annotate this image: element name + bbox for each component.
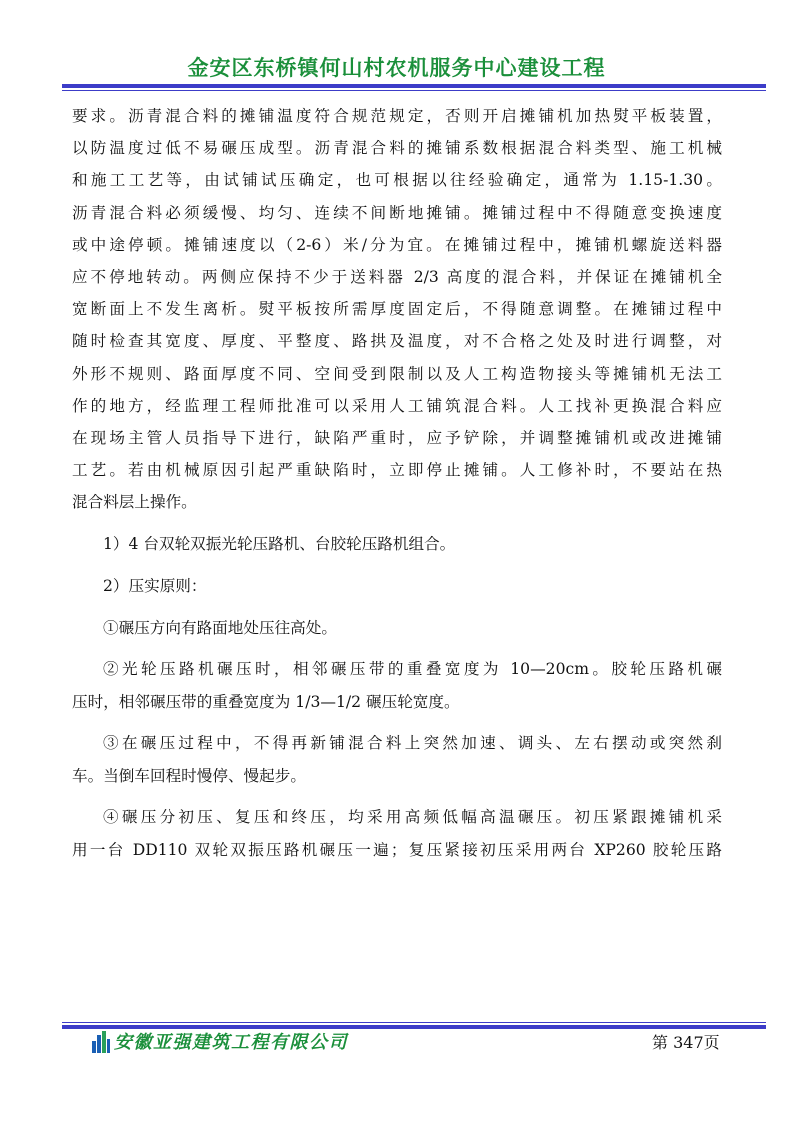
text-line: 外形不规则、路面厚度不同、空间受到限制以及人工构造物接头等摊铺机无法工 (72, 364, 722, 383)
list-item: 2）压实原则： (103, 576, 207, 595)
text-line: 随时检查其宽度、厚度、平整度、路拱及温度，对不合格之处及时进行调整，对 (72, 332, 722, 351)
list-item: 1）4 台双轮双振光轮压路机、台胶轮压路机组合。 (103, 535, 456, 554)
text-line: 工艺。若由机械原因引起严重缺陷时，立即停止摊铺。人工修补时，不要站在热 (72, 461, 722, 480)
text-line: 用一台 DD110 双轮双振压路机碾压一遍；复压紧接初压采用两台 XP260 胶轮压路 (72, 840, 722, 859)
text-line: 车。当倒车回程时慢停、慢起步。 (72, 766, 306, 785)
text-line: 混合料层上操作。 (72, 493, 197, 512)
page-prefix: 第 (652, 1033, 674, 1052)
logo-bar (97, 1035, 101, 1053)
page-suffix: 页 (703, 1033, 720, 1052)
footer-rule-thick (62, 1025, 766, 1029)
list-item: ③在碾压过程中，不得再新铺混合料上突然加速、调头、左右摆动或突然刹 (103, 734, 722, 753)
text-line: 要求。沥青混合料的摊铺温度符合规范规定，否则开启摊铺机加热熨平板装置， (72, 107, 722, 125)
text-line: 压时，相邻碾压带的重叠宽度为 1/3—1/2 碾压轮宽度。 (72, 692, 460, 711)
logo-bar (107, 1039, 110, 1053)
text-line: 和施工工艺等，由试铺试压确定，也可根据以往经验确定，通常为 1.15-1.30。 (72, 171, 722, 190)
list-item: ①碾压方向有路面地处压往高处。 (103, 618, 337, 637)
text-line: 或中途停顿。摊铺速度以（2-6）米/分为宜。在摊铺过程中，摊铺机螺旋送料器 (72, 235, 722, 254)
header-rule-thick (62, 84, 766, 88)
page-header-title: 金安区东桥镇何山村农机服务中心建设工程 (187, 56, 606, 80)
company-logo-icon (91, 1031, 111, 1053)
list-item: ④碾压分初压、复压和终压，均采用高频低幅高温碾压。初压紧跟摊铺机采 (103, 808, 722, 827)
page-number-value: 347 (673, 1033, 704, 1052)
footer-rule-thin (62, 1022, 766, 1023)
text-line: 在现场主管人员指导下进行，缺陷严重时，应予铲除，并调整摊铺机或改进摊铺 (72, 428, 722, 447)
logo-bar (102, 1031, 106, 1053)
list-item: ②光轮压路机碾压时，相邻碾压带的重叠宽度为 10—20cm。胶轮压路机碾 (103, 660, 722, 679)
text-line: 作的地方，经监理工程师批准可以采用人工铺筑混合料。人工找补更换混合料应 (72, 396, 722, 415)
document-body (72, 100, 722, 866)
text-line: 应不停地转动。两侧应保持不少于送料器 2/3 高度的混合料，并保证在摊铺机全 (72, 267, 722, 286)
text-line: 沥青混合料必须缓慢、均匀、连续不间断地摊铺。摊铺过程中不得随意变换速度 (72, 203, 722, 222)
page-number (652, 1030, 720, 1056)
footer-company-name: 安徽亚强建筑工程有限公司 (114, 1032, 348, 1053)
text-line: 以防温度过低不易碾压成型。沥青混合料的摊铺系数根据混合料类型、施工机械 (72, 139, 722, 158)
logo-bar (92, 1041, 96, 1053)
text-line: 宽断面上不发生离析。熨平板按所需厚度固定后，不得随意调整。在摊铺过程中 (72, 300, 722, 319)
header-rule-thin (62, 90, 766, 91)
